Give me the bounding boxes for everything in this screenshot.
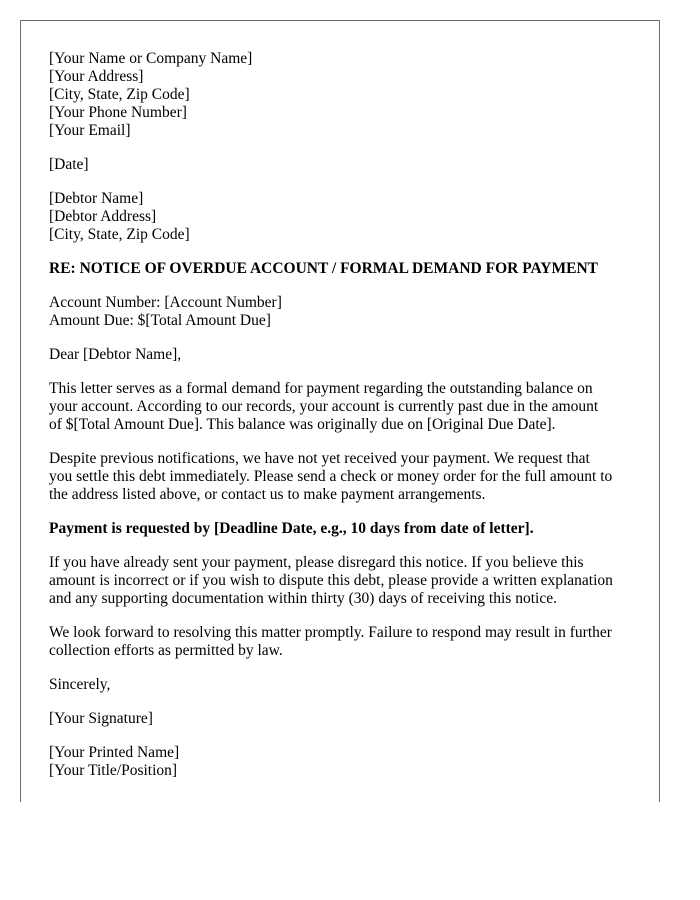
body-line: and any supporting documentation within thirty (30) days of receiving this notice. — [49, 590, 557, 607]
recipient-address: [Debtor Address] — [49, 208, 157, 225]
date-block — [49, 156, 639, 174]
body-line: your account. According to our records, your account is currently past due in the amount — [49, 398, 599, 415]
body-line: amount is incorrect or if you wish to dispute this debt, please provide a written explanation — [49, 572, 613, 589]
recipient-city-state-zip: [City, State, Zip Code] — [49, 226, 190, 243]
body-line: Despite previous notifications, we have not yet received your payment. We request that — [49, 450, 590, 467]
deadline-block — [49, 520, 639, 538]
account-block — [49, 294, 639, 330]
body-line: We look forward to resolving this matter promptly. Failure to respond may result in further — [49, 624, 612, 641]
recipient-block — [49, 190, 639, 244]
body-line: of $[Total Amount Due]. This balance was originally due on [Original Due Date]. — [49, 416, 556, 433]
signer-title: [Your Title/Position] — [49, 762, 178, 779]
closing-block — [49, 676, 639, 694]
body-paragraph-3 — [49, 554, 639, 608]
signature: [Your Signature] — [49, 710, 153, 727]
sender-email: [Your Email] — [49, 122, 131, 139]
body-line: the address listed above, or contact us to make payment arrangements. — [49, 486, 486, 503]
recipient-name: [Debtor Name] — [49, 190, 144, 207]
sender-phone: [Your Phone Number] — [49, 104, 187, 121]
signer-block — [49, 744, 639, 780]
account-number: Account Number: [Account Number] — [49, 294, 282, 311]
salutation: Dear [Debtor Name], — [49, 346, 182, 363]
body-paragraph-2 — [49, 450, 639, 504]
body-line: collection efforts as permitted by law. — [49, 642, 283, 659]
letter-date: [Date] — [49, 156, 89, 173]
letter-content — [49, 50, 639, 796]
sender-address: [Your Address] — [49, 68, 144, 85]
sender-name: [Your Name or Company Name] — [49, 50, 253, 67]
amount-due: Amount Due: $[Total Amount Due] — [49, 312, 271, 329]
closing: Sincerely, — [49, 676, 111, 693]
signer-printed-name: [Your Printed Name] — [49, 744, 180, 761]
salutation-block — [49, 346, 639, 364]
body-line: If you have already sent your payment, please disregard this notice. If you believe this — [49, 554, 584, 571]
body-line: you settle this debt immediately. Please send a check or money order for the full amount to — [49, 468, 613, 485]
subject-line: RE: NOTICE OF OVERDUE ACCOUNT / FORMAL DEMAND FOR PAYMENT — [49, 260, 598, 277]
body-line: This letter serves as a formal demand for payment regarding the outstanding balance on — [49, 380, 593, 397]
sender-city-state-zip: [City, State, Zip Code] — [49, 86, 190, 103]
letter-page — [20, 20, 660, 802]
payment-deadline: Payment is requested by [Deadline Date, e.g., 10 days from date of letter]. — [49, 520, 534, 537]
sender-block — [49, 50, 639, 140]
body-paragraph-4 — [49, 624, 639, 660]
signature-block — [49, 710, 639, 728]
body-paragraph-1 — [49, 380, 639, 434]
subject-block — [49, 260, 639, 278]
